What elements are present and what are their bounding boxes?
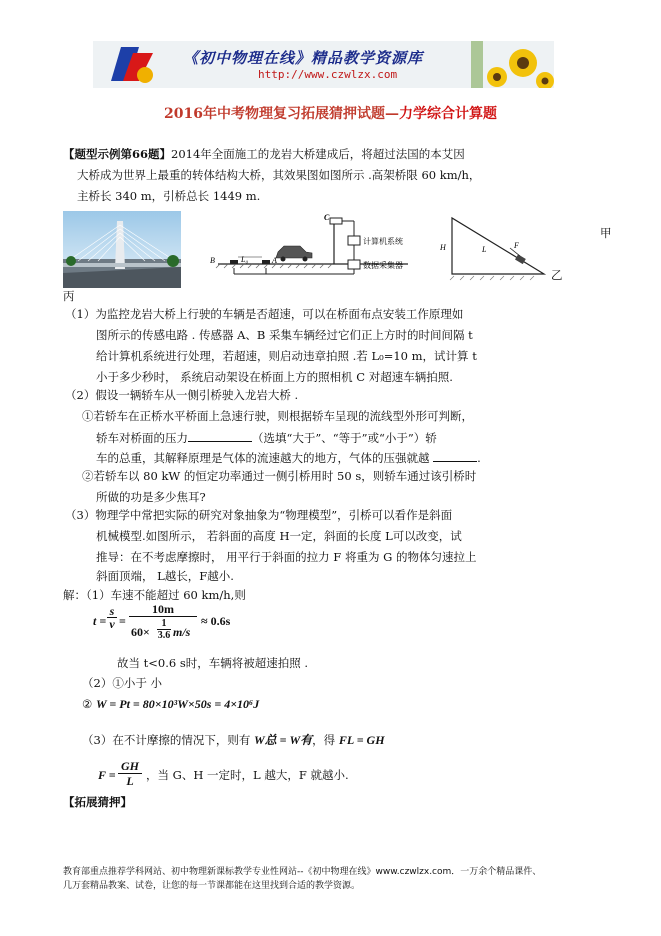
eq3-lhs: F = [98,768,116,782]
eq1-s: s [107,605,117,618]
figure-label-bing: 丙 [63,289,75,303]
equation-3 [98,758,398,792]
intro-line3: 主桥长 340 m，引桥总长 1449 m. [77,189,261,203]
answer-blank-2[interactable] [433,450,477,462]
footer-line1: 教育部重点推荐学科网站、初中物理新课标教学专业性网站--《初中物理在线》www.czwlzx.com．一万余个精品课件、 [63,867,542,877]
q2-line2 [96,430,437,446]
eq2-prefix: ② [82,697,93,711]
eq2: W = Pt = 80×10³W×50s = 4×10⁶J [95,697,260,711]
incline-h-label: H [440,243,446,252]
eq1-den-b2: 3.6 [157,630,171,641]
intro-line1 [63,147,465,162]
q2-line2a: ①若轿车在正桥水平桥面上急速行驶，则根据轿车呈现的流线型外形可判断， [82,409,473,423]
eq1-den-c: m/s [173,625,191,639]
q3-line3: 推导：在不考虑摩擦时， 用平行于斜面的拉力 F 将重为 G 的物体匀速拉上 [96,550,477,564]
eq1-v: v [109,617,115,631]
fl-gh-equation: FL = GH [338,733,385,747]
solution-line1: 解：（1）车速不能超过 60 km/h,则 [63,588,246,602]
figure-label-jia: 甲 [600,226,612,240]
sensor-circuit-diagram [208,212,433,290]
eq1-num: 10m [129,603,197,617]
q3-line4: 斜面顶端， L越长，F越小. [96,569,234,583]
solution-line4 [82,733,385,748]
solution-line3: （2）①小于 小 [82,676,162,690]
eq1-frac-sv [107,605,117,630]
solution-line2: 故当 t<0.6 s时，车辆将被超速拍照 . [117,656,309,670]
q2-line4: ②若轿车以 80 kW 的恒定功率通过一侧引桥用时 50 s，则轿车通过该引桥时 [82,469,477,483]
footer [63,865,623,893]
extension-heading: 【拓展猜押】 [63,795,132,809]
solution-line5: ，当 G、H 一定时，L 越大，F 就越小. [146,768,349,782]
eq3-num: GH [118,759,142,774]
intro-tag: 【题型示例第66题】 [63,147,172,161]
intro-line1-text: 2014年全面施工的龙岩大桥建成后，将超过法国的本艾因 [171,147,465,161]
q1-line3: 给计算机系统进行处理，若超速，则启动违章拍照 .若 L₀=10 m，试计算 t [96,349,477,363]
work-equation: W总 = W有 [253,733,313,747]
page-title-part1: 2016年中考物理复习拓展猜押试题— [164,106,399,122]
page-title [0,103,661,123]
eq1-result: ≈ 0.6s [201,614,231,628]
box1-label: 计算机系统 [363,237,403,246]
q2-line5: 所做的功是多少焦耳? [96,490,206,504]
figure-label-yi: 乙 [551,268,563,282]
eq1-eq: = [119,614,126,628]
label-b: B [210,256,215,265]
q1-line2: 图所示的传感电路 . 传感器 A、B 采集车辆经过它们正上方时的时间间隔 t [96,328,473,342]
banner-title: 《初中物理在线》精品教学资源库 [183,49,424,67]
solution-eq2 [82,697,259,712]
answer-blank-1[interactable] [188,430,252,442]
eq1-den [129,617,197,651]
intro-line2: 大桥成为世界上最重的转体结构大桥，其效果图如图所示 .高架桥限 60 km/h， [77,168,481,182]
q2-line2c: （选填“大于”、“等于”或“小于”）轿 [252,431,437,445]
eq1-den-b1: 1 [157,618,171,630]
q1-line4: 小于多少秒时， 系统启动架设在桥面上方的照相机 C 对超速车辆拍照. [96,370,453,384]
eq3-den: L [126,774,134,788]
q3-line1: （3）物理学中常把实际的研究对象抽象为“物理模型”，引桥可以看作是斜面 [65,508,453,522]
footer-line2: 几万套精品教案、试卷，让您的每一节课都能在这里找到合适的教学资源。 [63,881,361,891]
q2-line3-text: 车的总重，其解释原理是气体的流速越大的地方，气体的压强就越 [96,451,430,465]
eq1-frac-main [129,603,197,651]
incline-l-label: L [482,245,487,254]
page-title-part2: 力学综合计算题 [398,106,497,122]
equation-1 [93,603,253,653]
q2-line3: 车的总重，其解释原理是气体的流速越大的地方，气体的压强就越 . [96,451,481,465]
solution-line4a: （3）在不计摩擦的情况下，则有 [82,733,251,747]
eq1-lhs: t = [93,614,107,628]
label-a: A [272,256,277,265]
label-c: C [324,213,330,222]
q3-line2: 机械模型.如图所示， 若斜面的高度 H一定，斜面的长度 L可以改变，试 [96,529,462,543]
incline-diagram [440,212,550,284]
eq1-den-a: 60× [131,625,150,639]
banner-url[interactable]: http://www.czwlzx.com [258,68,398,81]
eq1-den-frac [157,618,171,641]
q1-line1: （1）为监控龙岩大桥上行驶的车辆是否超速，可以在桥面布点安装工作原理如 [65,307,464,321]
q2-line2b: 轿车对桥面的压力 [96,431,188,445]
eq3-frac [118,759,142,788]
solution-line4b: ，得 [312,733,336,747]
q2-line1: （2）假设一辆轿车从一侧引桥驶入龙岩大桥 . [65,388,299,402]
bridge-photo [63,211,181,288]
header-banner [93,41,554,88]
label-l0: L₀ [241,255,249,264]
box2-label: 数据采集器 [363,261,403,270]
incline-f-label: F [514,241,519,250]
